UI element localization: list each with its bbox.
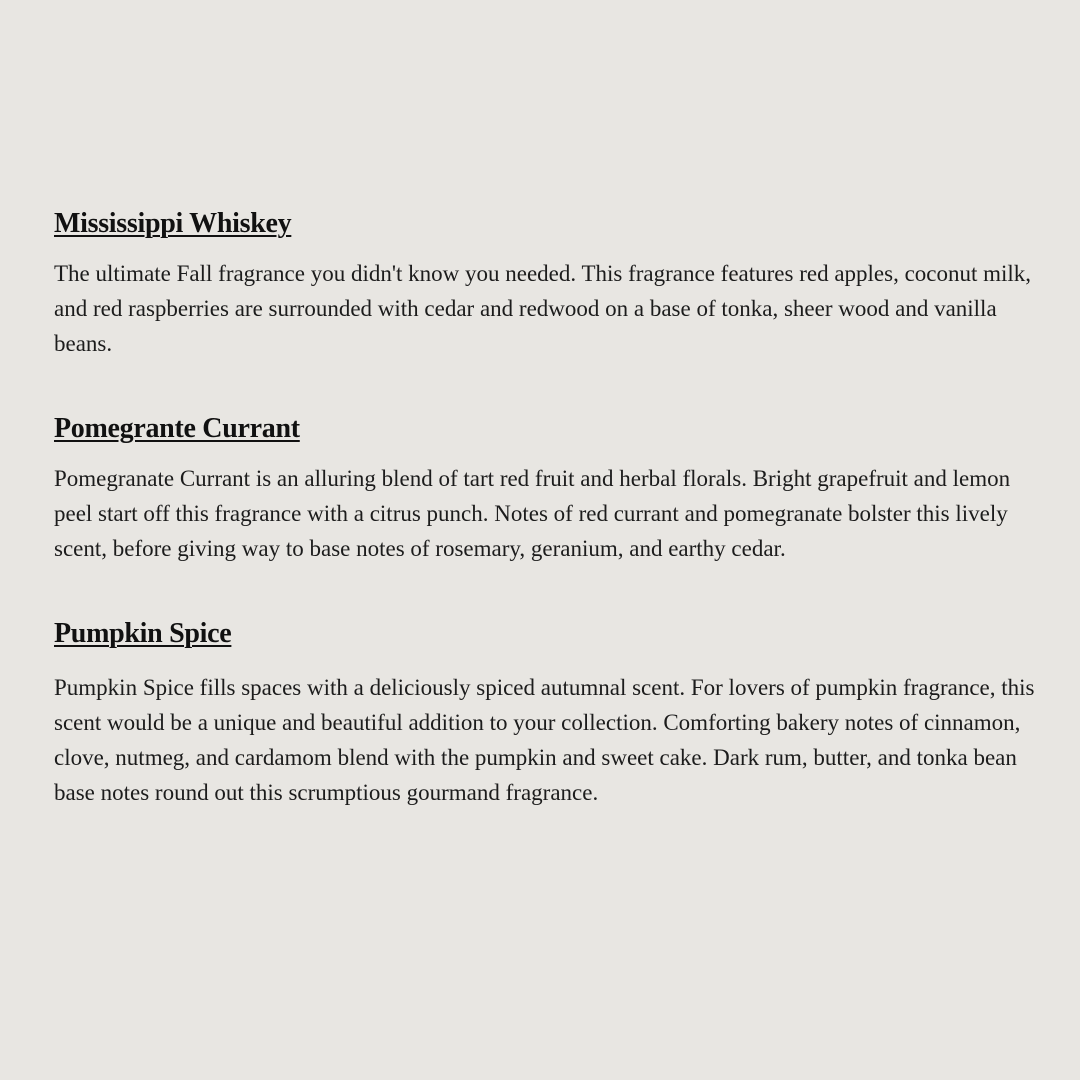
fragrance-section-mississippi-whiskey: [54, 204, 1039, 361]
section-description: The ultimate Fall fragrance you didn't know you needed. This fragrance features red apples, coconut milk, and red raspberries are surrounded with cedar and redwood on a base of tonka, sheer wood and vanilla beans.: [54, 261, 1032, 356]
section-title: Mississippi Whiskey: [54, 208, 292, 239]
fragrance-descriptions: [54, 204, 1039, 810]
section-description: Pumpkin Spice fills spaces with a deliciously spiced autumnal scent. For lovers of pumpkin fragrance, this scent would be a unique and beautiful addition to your collection. Comforting bakery notes of cinnamon, clove, nutmeg, and cardamom blend with the pumpkin and sweet cake. Dark rum, butter, and tonka bean base notes round out this scrumptious gourmand fragrance.: [54, 675, 1035, 805]
section-description: Pomegranate Currant is an alluring blend of tart red fruit and herbal florals. Bright grapefruit and lemon peel start off this fragrance with a citrus punch. Notes of red currant and pomegranate bolster this lively scent, before giving way to base notes of rosemary, geranium, and earthy cedar.: [54, 466, 1011, 561]
fragrance-section-pumpkin-spice: [54, 614, 1039, 810]
section-title: Pomegrante Currant: [54, 413, 300, 444]
fragrance-section-pomegranate-currant: [54, 409, 1039, 566]
section-title: Pumpkin Spice: [54, 618, 232, 649]
